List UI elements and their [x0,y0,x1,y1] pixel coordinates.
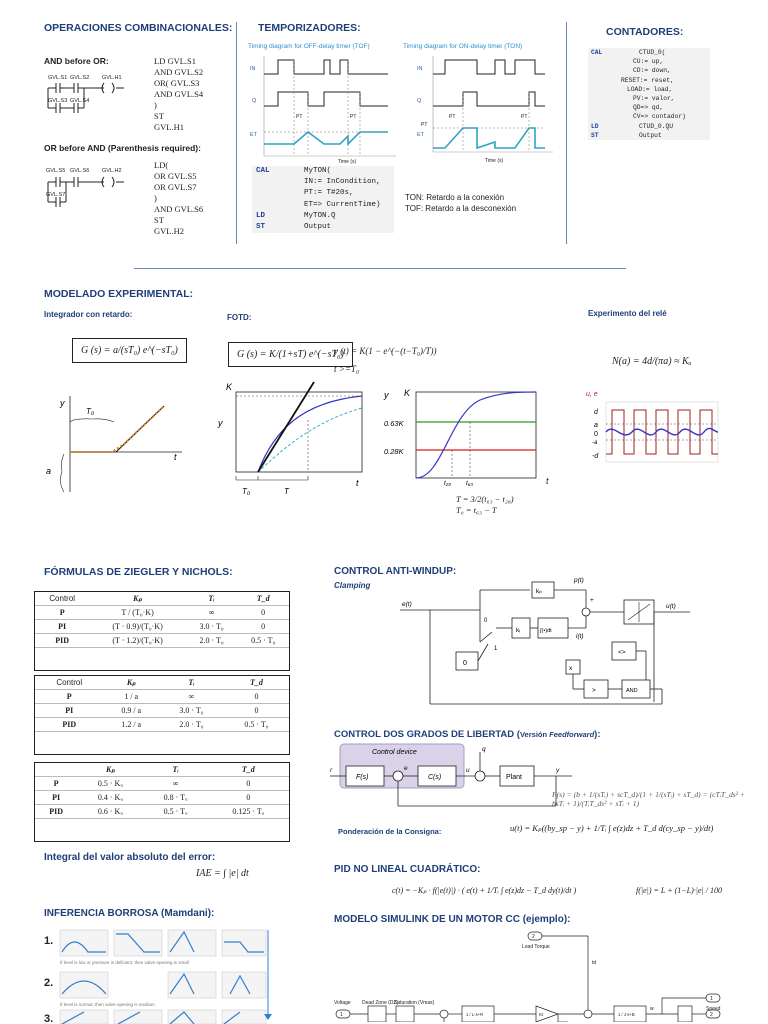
svg-text:K: K [404,388,411,398]
counters-title: CONTADORES: [606,26,684,38]
svg-text:t: t [174,452,177,462]
svg-text:If level is normal, then valve: If level is normal, then valve-opening is medium [60,1002,155,1007]
svg-text:ET: ET [417,132,425,138]
svg-text:F(s): F(s) [356,774,369,781]
svg-text:IN: IN [250,66,256,72]
svg-text:0: 0 [484,618,488,624]
svg-text:1 / J·s+B: 1 / J·s+B [618,1012,635,1017]
motor-title: MODELO SIMULINK DE UN MOTOR CC (ejemplo): [334,914,571,925]
tof-caption: Timing diagram for OFF-delay timer (TOF) [248,43,370,50]
relay-plot [584,386,720,466]
fotd-two-point-plot [380,384,540,486]
svg-text:IN: IN [417,66,423,72]
svg-text:1.: 1. [44,935,54,947]
svg-text:d: d [594,409,598,416]
antiwindup-diagram [400,572,700,708]
svg-text:0.28K: 0.28K [384,447,404,456]
integrator-formula: G (s) = a/(sT₀) e^(−sT₀) [72,338,187,363]
iae-title: Integral del valor absoluto del error: [44,852,216,863]
svg-text:e(t): e(t) [402,601,412,608]
svg-text:u: u [466,767,470,774]
ladder-s7: GVL.S7 [46,192,66,198]
weighting-label: Ponderación de la Consigna: [338,827,442,836]
fotd-title: FOTD: [227,313,252,322]
combinational-title: OPERACIONES COMBINACIONALES: [44,22,233,34]
svg-text:p(t): p(t) [574,577,584,584]
divider-1 [236,22,237,244]
svg-text:Load Torque: Load Torque [522,944,550,950]
svg-text:y: y [384,390,389,400]
relay-formula: N(a) = 4d/(πa) ≈ Kᵤ [612,356,692,367]
svg-text:1: 1 [710,996,713,1002]
fotd-step-plot [212,380,372,502]
svg-text:a: a [594,422,598,429]
svg-text:0.63K: 0.63K [384,419,404,428]
ladder-s1: GVL.S1 [48,75,68,81]
counters-code: CAL CTUD_0( CU:= up, CD:= down, RESET:= reset, LOAD:= load, PV:= valor, QD=> qd, CV=> contador) LD CTUD_0.QU ST Output [588,48,710,140]
svg-text:w: w [650,1006,654,1012]
svg-text:Kt: Kt [539,1012,544,1017]
zn-table-3: Kₚ Tᵢ T_d P 0.5 · Kᵤ ∞ 0 PI 0.4 · Kᵤ 0.8 · Tᵤ 0 PID 0.6 · Kᵤ 0.5 · Tᵤ 0.125 · Tᵤ [34,762,290,842]
integrator-title: Integrador con retardo: [44,310,133,319]
svg-text:0: 0 [594,431,598,438]
svg-text:+: + [590,597,594,604]
iae-formula: IAE = ∫ |e| dt [196,868,249,879]
svg-text:T₀: T₀ [86,407,95,416]
svg-text:a: a [46,466,52,476]
fuzzy-title: INFERENCIA BORROSA (Mamdani): [44,908,215,919]
ladder-s5: GVL.S5 [46,168,66,174]
svg-text:ET: ET [250,132,258,138]
svg-text:y: y [218,418,223,428]
svg-text:AND: AND [626,688,638,694]
svg-text:1 / L·s+R: 1 / L·s+R [466,1012,484,1017]
svg-text:If level is low or pressure is: If level is low or pressure is deficient, then valve-opening is small [60,960,189,965]
svg-text:PT: PT [521,114,528,120]
fotd-formula: G (s) = K/(1+sT) e^(−sT₀) [228,342,353,367]
svg-text:Dead Zone (DZ): Dead Zone (DZ) [362,1000,399,1006]
zn-title: FÓRMULAS DE ZIEGLER Y NICHOLS: [44,566,233,578]
svg-text:e: e [404,765,408,772]
timer-notes: TON: Retardo a la conexión TOF: Retardo a la desconexión [405,193,517,213]
zn-table-1: Control Kₚ Tᵢ T_d P T / (T₀·K) ∞ 0 PI (T · 0.9)/(T₀·K) 3.0 · T₀ 0 PID (T · 1.2)/(T₀·K) 2.0 · T₀ 0.5 · T₀ [34,591,290,671]
svg-text:PT: PT [449,114,456,120]
fotd-condition: t >=T₀ [334,364,360,374]
section-separator [134,268,626,269]
svg-text:PT: PT [296,114,303,120]
svg-text:t: t [356,478,359,488]
svg-text:i(t): i(t) [576,633,584,640]
motor-diagram [332,930,752,1022]
svg-text:Q: Q [252,98,257,104]
svg-text:Time (s): Time (s) [338,159,357,164]
svg-text:Saturation (Vmax): Saturation (Vmax) [394,1000,435,1006]
svg-text:td: td [592,960,597,966]
fotd-response: y (t) = K(1 − e^(−(t−T₀)/T)) [334,346,437,356]
svg-text:Speed: Speed [706,1006,721,1012]
svg-text:3.: 3. [44,1013,54,1024]
ladder-s6: GVL.S6 [70,168,90,174]
weighting-formula: u(t) = Kₚ((by_sp − y) + 1/Tᵢ ∫ e(z)dz + T_d d(cy_sp − y)/dt) [510,823,714,833]
svg-text:1: 1 [494,646,498,652]
or-and-label: OR before AND (Parenthesis required): [44,143,201,153]
svg-text:r: r [330,767,333,774]
svg-text:∫(•)dt: ∫(•)dt [540,628,552,634]
svg-text:kᵢ: kᵢ [516,627,521,634]
and-or-ladder [44,70,144,120]
svg-text:PT: PT [421,122,428,128]
relay-title: Experimento del relé [588,309,667,318]
svg-text:t₆₃: t₆₃ [466,480,473,486]
and-or-code: LD GVL.S1 AND GVL.S2 OR( GVL.S3 AND GVL.S4 ) ST GVL.H1 [154,56,204,132]
pidnl-formula-1: c(t) = −Kₚ · f(|e(t)|) · ( e(t) + 1/Tᵢ ∫ e(z)dz − T_d dy(t)/dt ) [392,886,577,895]
svg-text:Q: Q [417,98,422,104]
ladder-s4: GVL.S4 [70,98,90,104]
divider-2 [566,22,567,244]
and-or-label: AND before OR: [44,56,109,66]
svg-text:-d: -d [592,453,599,460]
fotd-t-axis: t [546,476,549,486]
svg-text:>: > [592,687,596,694]
svg-text:2: 2 [532,934,535,940]
fotd-equations: T = 3/2(t₆₃ − t₂₈) T₀ = t₆₃ − T [456,494,514,515]
svg-text:0: 0 [463,660,467,667]
svg-text:K: K [226,382,233,392]
fuzzy-rules-figure [44,928,274,1024]
svg-text:u(t): u(t) [666,603,676,610]
svg-text:kₚ: kₚ [536,588,543,595]
svg-text:1: 1 [340,1012,343,1018]
ton-diagram [405,52,555,164]
svg-text:q: q [482,746,486,753]
svg-text:Voltage: Voltage [334,1000,351,1006]
svg-text:<>: <> [618,649,626,656]
ladder-h2: GVL.H2 [102,168,122,174]
svg-text:x: x [569,665,573,672]
antiwindup-subtitle: Clamping [334,581,371,590]
twodof-title: CONTROL DOS GRADOS DE LIBERTAD (Versión Feedforward): [334,729,601,740]
timers-code: CAL MyTON( IN:= InCondition, PT:= T#20s, ET=> CurrentTime) LD MyTON.Q ST Output [252,166,394,233]
svg-text:2: 2 [710,1012,713,1018]
svg-text:2.: 2. [44,977,54,989]
svg-text:T: T [284,487,289,496]
svg-text:Control device: Control device [372,749,417,756]
zn-table-2: Control Kₚ Tᵢ T_d P 1 / a ∞ 0 PI 0.9 / a 3.0 · T₀ 0 PID 1.2 / a 2.0 · T₀ 0.5 · T₀ [34,675,290,755]
svg-text:y: y [60,398,65,408]
svg-text:PT: PT [350,114,357,120]
or-and-ladder [44,162,144,214]
modeling-title: MODELADO EXPERIMENTAL: [44,288,194,300]
ladder-s2: GVL.S2 [70,75,90,81]
integrator-plot [44,392,184,502]
svg-text:Time (s): Time (s) [485,158,504,164]
svg-text:C(s): C(s) [428,774,442,781]
tof-diagram [248,52,398,164]
twodof-diagram [326,742,576,814]
svg-text:u, e: u, e [586,391,598,398]
svg-text:y: y [556,767,560,774]
timers-title: TEMPORIZADORES: [258,22,361,34]
svg-text:Plant: Plant [506,774,522,781]
pidnl-title: PID NO LINEAL CUADRÁTICO: [334,864,481,875]
antiwindup-title: CONTROL ANTI-WINDUP: [334,566,457,577]
svg-text:t₂₈: t₂₈ [444,480,452,486]
twodof-formula: F(s) = (b + 1/(sTᵢ) + scT_d)/(1 + 1/(sTᵢ) + sT_d) = (cTᵢT_ds² + bsTᵢ + 1)/(TᵢT_ds² + sTᵢ + 1) [552,790,745,808]
svg-text:T₀: T₀ [242,487,251,496]
or-and-code: LD( OR GVL.S5 OR GVL.S7 ) AND GVL.S6 ST GVL.H2 [154,160,204,236]
ladder-s3: GVL.S3 [48,98,68,104]
ton-caption: Timing diagram for ON-delay timer (TON) [403,43,523,50]
ladder-h1: GVL.H1 [102,75,122,81]
svg-text:-a: -a [592,440,598,446]
pidnl-formula-2: f(|e|) = L + (1−L)·|e| / 100 [636,886,722,895]
